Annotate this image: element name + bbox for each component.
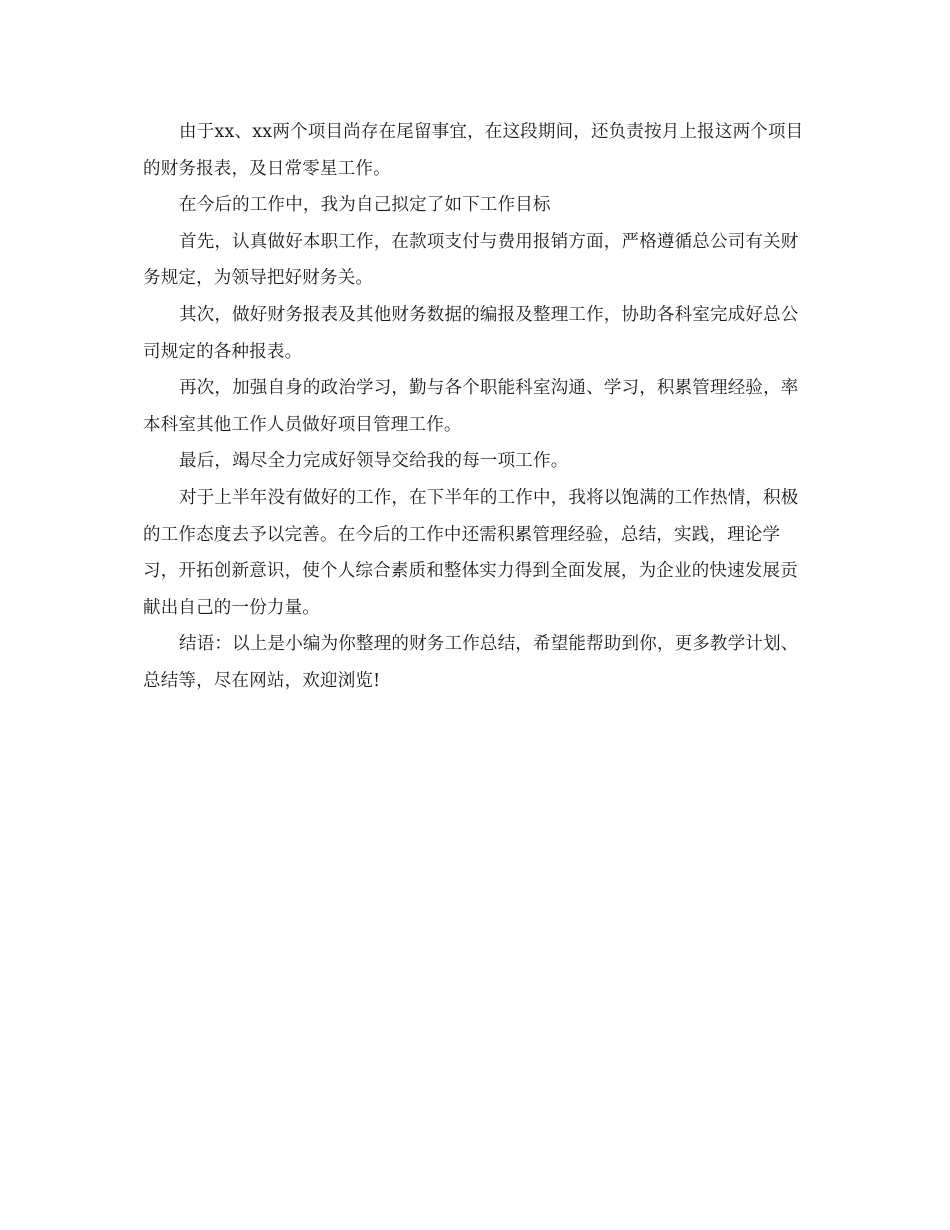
paragraph-first-goal: 首先，认真做好本职工作，在款项支付与费用报销方面，严格遵循总公司有关财务规定，为领导把好财务关。 <box>143 231 799 289</box>
paragraph-goals-intro: 在今后的工作中，我为自己拟定了如下工作目标 <box>179 195 551 216</box>
paragraph-third-goal: 再次，加强自身的政治学习，勤与各个职能科室沟通、学习，积累管理经验，率本科室其他工作人员做好项目管理工作。 <box>143 378 799 435</box>
paragraph-final-goal: 最后，竭尽全力完成好领导交给我的每一项工作。 <box>179 451 569 472</box>
document-body <box>143 114 811 700</box>
paragraph-project-followup: 由于xx、xx两个项目尚存在尾留事宜，在这段期间，还负责按月上报这两个项目的财务报表，及日常零星工作。 <box>143 122 804 179</box>
paragraph-improvement-plan: 对于上半年没有做好的工作，在下半年的工作中，我将以饱满的工作热情，积极的工作态度去予以完善。在今后的工作中还需积累管理经验，总结，实践，理论学习，开拓创新意识，使个人综合素质和整体实力得到全面发展，为企业的快速发展贡献出自己的一份力量。 <box>143 487 799 618</box>
paragraph-second-goal: 其次，做好财务报表及其他财务数据的编报及整理工作，协助各科室完成好总公司规定的各种报表。 <box>143 304 799 362</box>
paragraph-conclusion: 结语：以上是小编为你整理的财务工作总结，希望能帮助到你，更多教学计划、总结等，尽在网站，欢迎浏览! <box>143 634 799 691</box>
